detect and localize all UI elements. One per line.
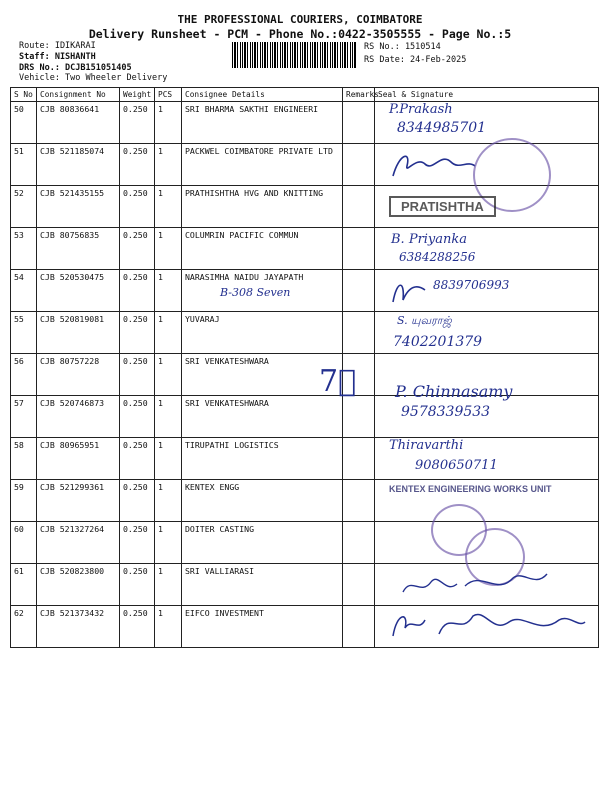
rubber-stamp: KENTEX ENGINEERING WORKS UNIT xyxy=(389,484,552,494)
cell-remarks xyxy=(343,270,375,312)
rs-date: RS Date: 24-Feb-2025 xyxy=(364,55,467,65)
handwritten-mark: 7⃝ xyxy=(319,364,357,399)
cell-weight: 0.250 xyxy=(120,312,155,354)
cell-sno: 59 xyxy=(11,480,37,522)
cell-signature xyxy=(375,270,599,312)
table-row xyxy=(11,522,599,564)
runsheet-title: Delivery Runsheet - PCM - Phone No.:0422-3505555 - Page No.:5 xyxy=(88,27,512,41)
cell-consignment: CJB 520823800 xyxy=(37,564,120,606)
cell-weight: 0.250 xyxy=(120,270,155,312)
signature-scribble xyxy=(389,276,429,306)
cell-weight: 0.250 xyxy=(120,102,155,144)
cell-consignment: CJB 521435155 xyxy=(37,186,120,228)
table-row xyxy=(11,564,599,606)
company-title: THE PROFESSIONAL COURIERS, COIMBATORE xyxy=(177,13,423,26)
cell-signature xyxy=(375,480,599,522)
cell-remarks xyxy=(343,186,375,228)
cell-remarks xyxy=(343,102,375,144)
cell-weight: 0.250 xyxy=(120,438,155,480)
vehicle-label: Vehicle: Two Wheeler Delivery xyxy=(19,73,168,83)
consignee-name: NARASIMHA NAIDU JAYAPATH xyxy=(185,272,304,282)
cell-remarks xyxy=(319,354,375,399)
cell-signature xyxy=(375,102,599,144)
cell-consignee: EIFCO INVESTMENT xyxy=(182,606,343,648)
handwritten-phone: 9080650711 xyxy=(415,458,498,473)
cell-pcs: 1 xyxy=(155,186,182,228)
col-weight: Weight xyxy=(120,88,155,102)
cell-sno: 53 xyxy=(11,228,37,270)
cell-sno: 55 xyxy=(11,312,37,354)
cell-consignee: YUVARAJ xyxy=(182,312,343,354)
cell-consignee: DOITER CASTING xyxy=(182,522,343,564)
table-header-row xyxy=(11,88,599,102)
cell-pcs: 1 xyxy=(155,606,182,648)
cell-remarks xyxy=(343,144,375,186)
cell-consignee: COLUMRIN PACIFIC COMMUN xyxy=(182,228,343,270)
cell-weight: 0.250 xyxy=(120,522,155,564)
cell-weight: 0.250 xyxy=(120,354,155,396)
staff-label: Staff: NISHANTH xyxy=(19,52,96,62)
rubber-stamp: PRATISHTHA xyxy=(389,196,496,217)
handwritten-phone: 8839706993 xyxy=(433,278,510,292)
runsheet-table xyxy=(10,87,599,648)
cell-consignment: CJB 520530475 xyxy=(37,270,120,312)
handwritten-name: S. யுவராஜ் xyxy=(397,314,452,327)
cell-consignment: CJB 521327264 xyxy=(37,522,120,564)
handwritten-phone: 7402201379 xyxy=(393,334,483,350)
cell-consignee: KENTEX ENGG xyxy=(182,480,343,522)
cell-remarks xyxy=(343,312,375,354)
cell-consignee: SRI BHARMA SAKTHI ENGINEERI xyxy=(182,102,343,144)
table-row xyxy=(11,228,599,270)
table-row xyxy=(11,144,599,186)
cell-sno: 51 xyxy=(11,144,37,186)
cell-remarks xyxy=(343,606,375,648)
col-pcs: PCS xyxy=(155,88,182,102)
cell-signature xyxy=(375,312,599,354)
cell-consignment: CJB 521373432 xyxy=(37,606,120,648)
cell-weight: 0.250 xyxy=(120,480,155,522)
handwritten-note: B-308 Seven xyxy=(220,286,291,299)
table-row xyxy=(11,606,599,648)
cell-weight: 0.250 xyxy=(120,228,155,270)
table-row xyxy=(11,312,599,354)
cell-sno: 56 xyxy=(11,354,37,396)
handwritten-name: B. Priyanka xyxy=(391,232,468,247)
cell-consignment: CJB 80756835 xyxy=(37,228,120,270)
cell-consignment: CJB 520746873 xyxy=(37,396,120,438)
cell-weight: 0.250 xyxy=(120,186,155,228)
cell-consignee: SRI VALLIARASI xyxy=(182,564,343,606)
cell-consignment: CJB 520819081 xyxy=(37,312,120,354)
handwritten-name: Thiravarthi xyxy=(389,438,464,453)
cell-sno: 60 xyxy=(11,522,37,564)
signature-scribble xyxy=(389,606,589,642)
cell-consignment: CJB 80965951 xyxy=(37,438,120,480)
cell-consignee: PRATHISHTHA HVG AND KNITTING xyxy=(182,186,343,228)
cell-pcs: 1 xyxy=(155,270,182,312)
cell-weight: 0.250 xyxy=(120,564,155,606)
handwritten-name: P. Chinnasamy xyxy=(395,382,513,401)
cell-consignment: CJB 80757228 xyxy=(37,354,120,396)
cell-remarks xyxy=(343,522,375,564)
cell-remarks xyxy=(343,396,375,438)
cell-signature xyxy=(375,606,599,648)
table-row xyxy=(11,396,599,438)
cell-pcs: 1 xyxy=(155,228,182,270)
rs-number: RS No.: 1510514 xyxy=(364,42,441,52)
cell-weight: 0.250 xyxy=(120,396,155,438)
handwritten-phone: 9578339533 xyxy=(401,404,491,420)
cell-consignee: SRI VENKATESHWARA xyxy=(182,396,343,438)
drs-label: DRS No.: DCJB151051405 xyxy=(19,63,132,73)
cell-sno: 50 xyxy=(11,102,37,144)
cell-pcs: 1 xyxy=(155,396,182,438)
table-row xyxy=(11,186,599,228)
cell-sno: 52 xyxy=(11,186,37,228)
cell-signature xyxy=(375,522,599,564)
cell-weight: 0.250 xyxy=(120,606,155,648)
cell-signature xyxy=(375,228,599,270)
cell-consignment: CJB 80836641 xyxy=(37,102,120,144)
cell-pcs: 1 xyxy=(155,144,182,186)
cell-signature xyxy=(375,438,599,480)
col-consignment: Consignment No xyxy=(37,88,120,102)
cell-weight: 0.250 xyxy=(120,144,155,186)
cell-sno: 61 xyxy=(11,564,37,606)
cell-pcs: 1 xyxy=(155,354,182,396)
cell-consignee: TIRUPATHI LOGISTICS xyxy=(182,438,343,480)
col-seal: Seal & Signature xyxy=(375,88,599,102)
cell-signature xyxy=(375,144,599,186)
cell-sno: 57 xyxy=(11,396,37,438)
cell-pcs: 1 xyxy=(155,564,182,606)
cell-signature xyxy=(375,382,599,438)
cell-remarks xyxy=(343,564,375,606)
cell-pcs: 1 xyxy=(155,480,182,522)
cell-remarks xyxy=(343,480,375,522)
cell-pcs: 1 xyxy=(155,312,182,354)
cell-pcs: 1 xyxy=(155,102,182,144)
handwritten-phone: 6384288256 xyxy=(399,250,476,264)
signature-scribble xyxy=(389,146,479,182)
cell-consignee xyxy=(182,270,343,312)
cell-consignment: CJB 521299361 xyxy=(37,480,120,522)
table-row xyxy=(11,270,599,312)
cell-consignee: SRI VENKATESHWARA xyxy=(182,354,343,396)
cell-pcs: 1 xyxy=(155,438,182,480)
signature-scribble xyxy=(401,566,551,600)
col-consignee: Consignee Details xyxy=(182,88,343,102)
cell-remarks xyxy=(343,438,375,480)
cell-pcs: 1 xyxy=(155,522,182,564)
route-label: Route: IDIKARAI xyxy=(19,41,96,51)
table-row xyxy=(11,438,599,480)
handwritten-phone: 8344985701 xyxy=(397,120,487,136)
cell-sno: 62 xyxy=(11,606,37,648)
barcode xyxy=(232,42,356,68)
handwritten-name: P.Prakash xyxy=(389,102,453,117)
cell-consignee: PACKWEL COIMBATORE PRIVATE LTD xyxy=(182,144,343,186)
cell-signature xyxy=(375,564,599,606)
cell-signature xyxy=(375,186,599,228)
cell-consignment: CJB 521185074 xyxy=(37,144,120,186)
cell-sno: 58 xyxy=(11,438,37,480)
col-remarks: Remarks xyxy=(343,88,375,102)
table-row xyxy=(11,480,599,522)
col-sno: S No xyxy=(11,88,37,102)
cell-sno: 54 xyxy=(11,270,37,312)
cell-remarks xyxy=(343,228,375,270)
